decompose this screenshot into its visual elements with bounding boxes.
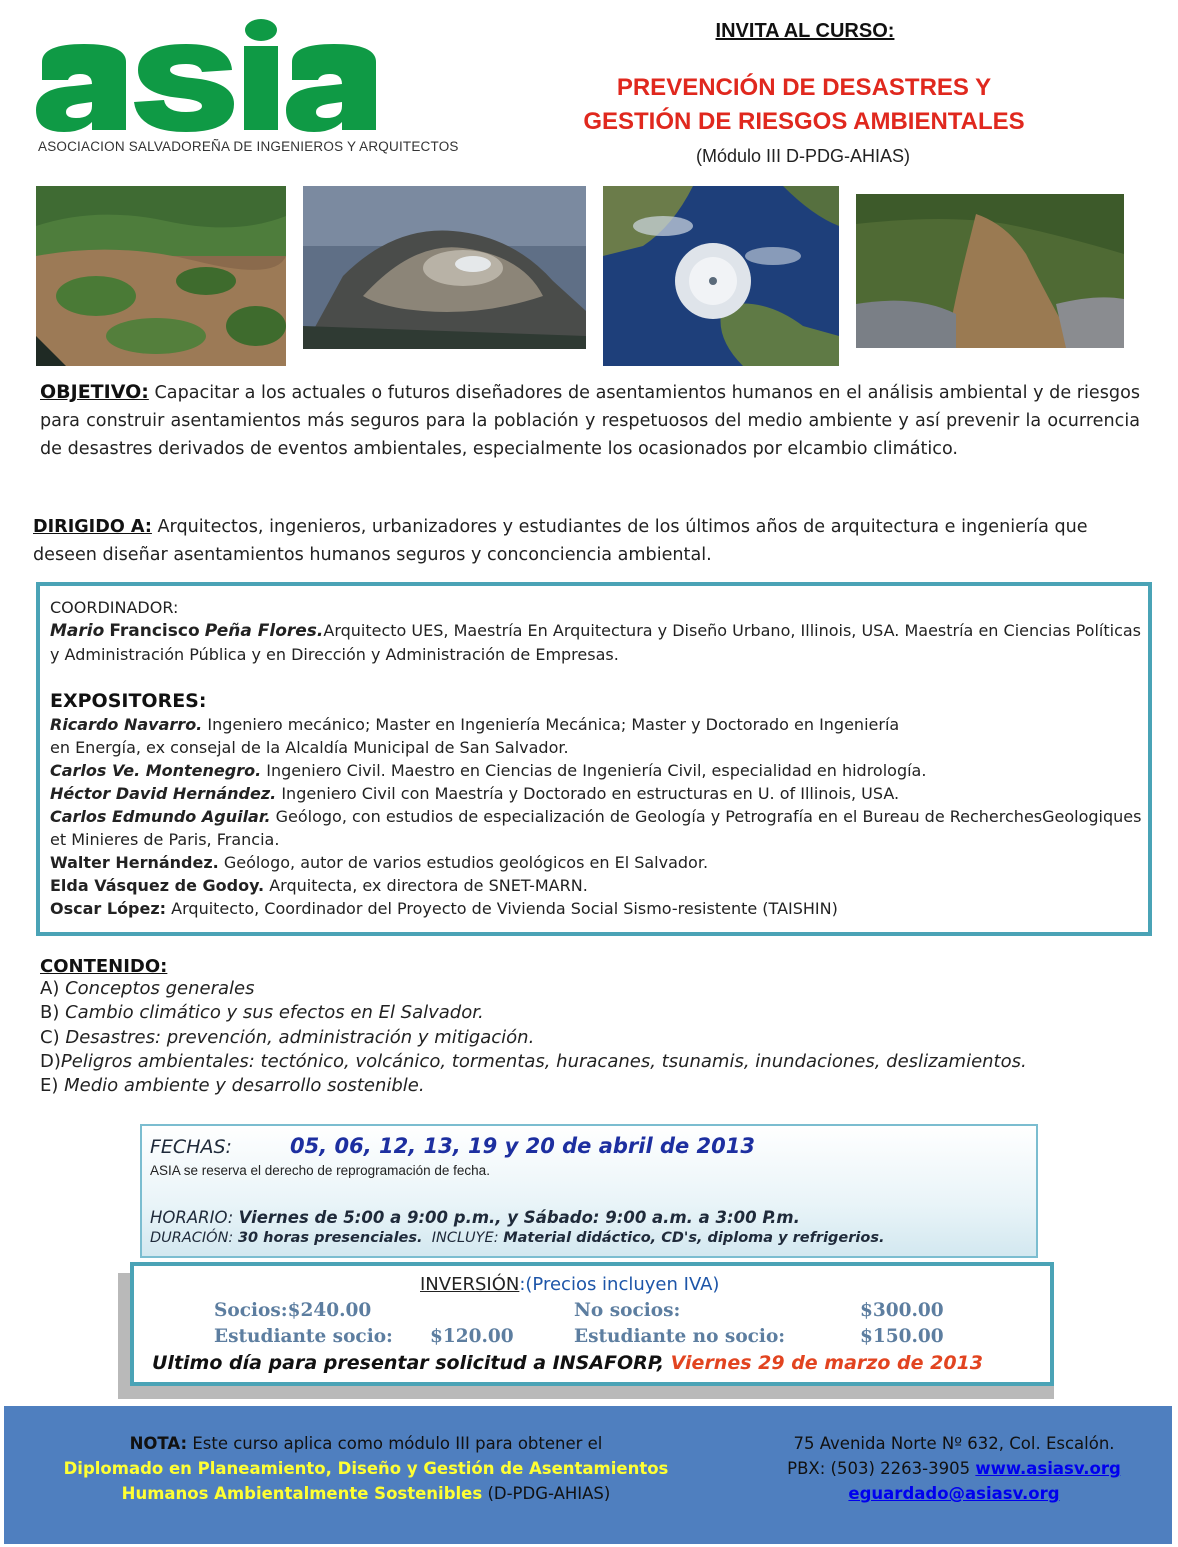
contenido-list	[40, 977, 1170, 1098]
objetivo-label: OBJETIVO:	[40, 381, 149, 403]
dirigido-text: Arquitectos, ingenieros, urbanizadores y estudiantes de los últimos años de arquitectura e ingeniería que deseen diseñar asentamientos humanos seguros y conconciencia ambiental.	[33, 517, 1088, 565]
nota-label: NOTA:	[129, 1434, 188, 1453]
price-no-socios-label: No socios:	[574, 1300, 681, 1321]
horario-value: Viernes de 5:00 a 9:00 p.m., y Sábado: 9:00 a.m. a 3:00 P.m.	[238, 1208, 800, 1227]
contenido-item: A) Conceptos generales	[40, 978, 255, 999]
contenido-section	[40, 954, 167, 979]
expositor-item: Héctor David Hernández. Ingeniero Civil con Maestría y Doctorado en estructuras en U. of Illinois, USA.	[50, 784, 900, 803]
fechas-value: 05, 06, 12, 13, 19 y 20 de abril de 2013	[290, 1134, 756, 1158]
nota-text: Este curso aplica como módulo III para obtener el	[192, 1434, 603, 1453]
duracion-value: 30 horas presenciales.	[237, 1230, 423, 1246]
fechas-box	[140, 1124, 1038, 1258]
dirigido-paragraph	[33, 513, 1143, 569]
expositor-item: Carlos Edmundo Aguilar. Geólogo, con estudios de especialización de Geología y Petrografía en el Bureau de RecherchesGeologiques et Minieres de Paris, Francia.	[50, 807, 1142, 849]
invite-heading: INVITA AL CURSO:	[715, 20, 895, 42]
inversion-box	[130, 1262, 1054, 1386]
coordinator-middle-name: Francisco	[109, 621, 200, 641]
deadline-date: Viernes 29 de marzo de 2013	[670, 1352, 984, 1374]
expositor-item: Ricardo Navarro. Ingeniero mecánico; Master en Ingeniería Mecánica; Master y Doctorado en Ingeniería	[50, 715, 900, 734]
email-link[interactable]: eguardado@asiasv.org	[848, 1484, 1060, 1503]
pbx: PBX: (503) 2263-3905	[787, 1459, 971, 1478]
objetivo-text: Capacitar a los actuales o futuros diseñadores de asentamientos humanos en el análisis ambiental y de riesgos para construir asentamientos más seguros para la población y respetuosos del medio ambiente y así prevenir la ocurrencia de desastres derivados de eventos ambientales, especialmente los ocasionados por elcambio climático.	[40, 383, 1140, 459]
expositor-item: Elda Vásquez de Godoy. Arquitecta, ex directora de SNET-MARN.	[50, 876, 588, 895]
asia-logo-mark	[34, 18, 464, 136]
logo-subtitle: ASOCIACION SALVADOREÑA DE INGENIEROS Y ARQUITECTOS	[38, 139, 459, 154]
address: 75 Avenida Norte Nº 632, Col. Escalón.	[793, 1434, 1115, 1453]
inversion-note: :(Precios incluyen IVA)	[519, 1274, 720, 1295]
coordinator-label: COORDINADOR:	[50, 598, 179, 617]
course-title-line1: PREVENCIÓN DE DESASTRES Y	[616, 74, 992, 101]
coordinator-last-name: Peña Flores.	[204, 621, 324, 641]
contenido-item: B) Cambio climático y sus efectos en El Salvador.	[40, 1002, 484, 1024]
price-est-socio-label: Estudiante socio:	[214, 1326, 393, 1347]
website-link[interactable]: www.asiasv.org	[975, 1459, 1121, 1478]
horario-label: HORARIO:	[150, 1208, 234, 1227]
deadline-line	[152, 1352, 983, 1374]
diplomado-line1: Diplomado en Planeamiento, Diseño y Gestión de Asentamientos	[63, 1459, 669, 1478]
expositor-item: Oscar López: Arquitecto, Coordinador del Proyecto de Vivienda Social Sismo-resistente (TAISHIN)	[50, 899, 838, 918]
footer-bar	[4, 1406, 1172, 1544]
incluye-label: INCLUYE:	[431, 1230, 499, 1246]
expositores-label: EXPOSITORES:	[50, 690, 207, 712]
coordinator-first-name: Mario	[50, 621, 105, 641]
diplomado-line2: Humanos Ambientalmente Sostenibles	[121, 1484, 483, 1503]
deadline-text: Ultimo día para presentar solicitud a INSAFORP,	[152, 1352, 665, 1374]
inversion-title	[420, 1274, 719, 1295]
landslide-photo	[856, 194, 1124, 348]
flood-aerial-photo	[36, 186, 286, 366]
footer-contact	[744, 1431, 1164, 1506]
contenido-item: C) Desastres: prevención, administración y mitigación.	[40, 1026, 535, 1048]
fechas-label: FECHAS:	[150, 1136, 232, 1158]
contenido-label: CONTENIDO:	[40, 956, 168, 977]
contenido-item: D)Peligros ambientales: tectónico, volcánico, tormentas, huracanes, tsunamis, inundaciones, deslizamientos.	[40, 1050, 1027, 1072]
diplomado-code: (D-PDG-AHIAS)	[487, 1484, 611, 1503]
incluye-value: Material didáctico, CD's, diploma y refrigerios.	[503, 1230, 885, 1246]
price-socios: Socios:$240.00	[214, 1300, 372, 1321]
expositor-item: Walter Hernández. Geólogo, autor de varios estudios geológicos en El Salvador.	[50, 853, 709, 872]
volcano-photo	[303, 186, 586, 349]
coordinator-text	[50, 619, 1146, 666]
expositor-item: en Energía, ex consejal de la Alcaldía Municipal de San Salvador.	[50, 738, 569, 757]
price-est-no-socio-value: $150.00	[860, 1326, 944, 1347]
course-title-line2: GESTIÓN DE RIESGOS AMBIENTALES	[583, 108, 1025, 135]
price-no-socios-value: $300.00	[860, 1300, 944, 1321]
expositor-item: Carlos Ve. Montenegro. Ingeniero Civil. Maestro en Ciencias de Ingeniería Civil, especialidad en hidrología.	[50, 761, 927, 780]
horario-line	[150, 1208, 800, 1227]
price-est-socio-value: $120.00	[430, 1326, 514, 1347]
expositores-list	[50, 713, 1146, 920]
module-code: (Módulo III D-PDG-AHIAS)	[695, 146, 911, 166]
contenido-item: E) Medio ambiente y desarrollo sostenible.	[40, 1075, 425, 1097]
coordinator-description: Arquitecto UES, Maestría En Arquitectura y Diseño Urbano, Illinois, USA. Maestría en Ciencias Políticas y Administración Pública y en Dirección y Administración de Empresas.	[50, 621, 1141, 664]
asia-logo	[34, 18, 464, 136]
duracion-line	[150, 1230, 884, 1246]
hurricane-satellite-photo	[603, 186, 839, 366]
price-est-no-socio-label: Estudiante no socio:	[574, 1326, 786, 1347]
objetivo-paragraph	[40, 378, 1140, 463]
dirigido-label: DIRIGIDO A:	[33, 517, 152, 537]
duracion-label: DURACIÓN:	[150, 1230, 234, 1246]
fechas-note: ASIA se reserva el derecho de reprogramación de fecha.	[150, 1163, 490, 1178]
footer-note	[16, 1431, 716, 1506]
inversion-label: INVERSIÓN	[420, 1274, 520, 1295]
coordinator-box	[36, 582, 1152, 936]
